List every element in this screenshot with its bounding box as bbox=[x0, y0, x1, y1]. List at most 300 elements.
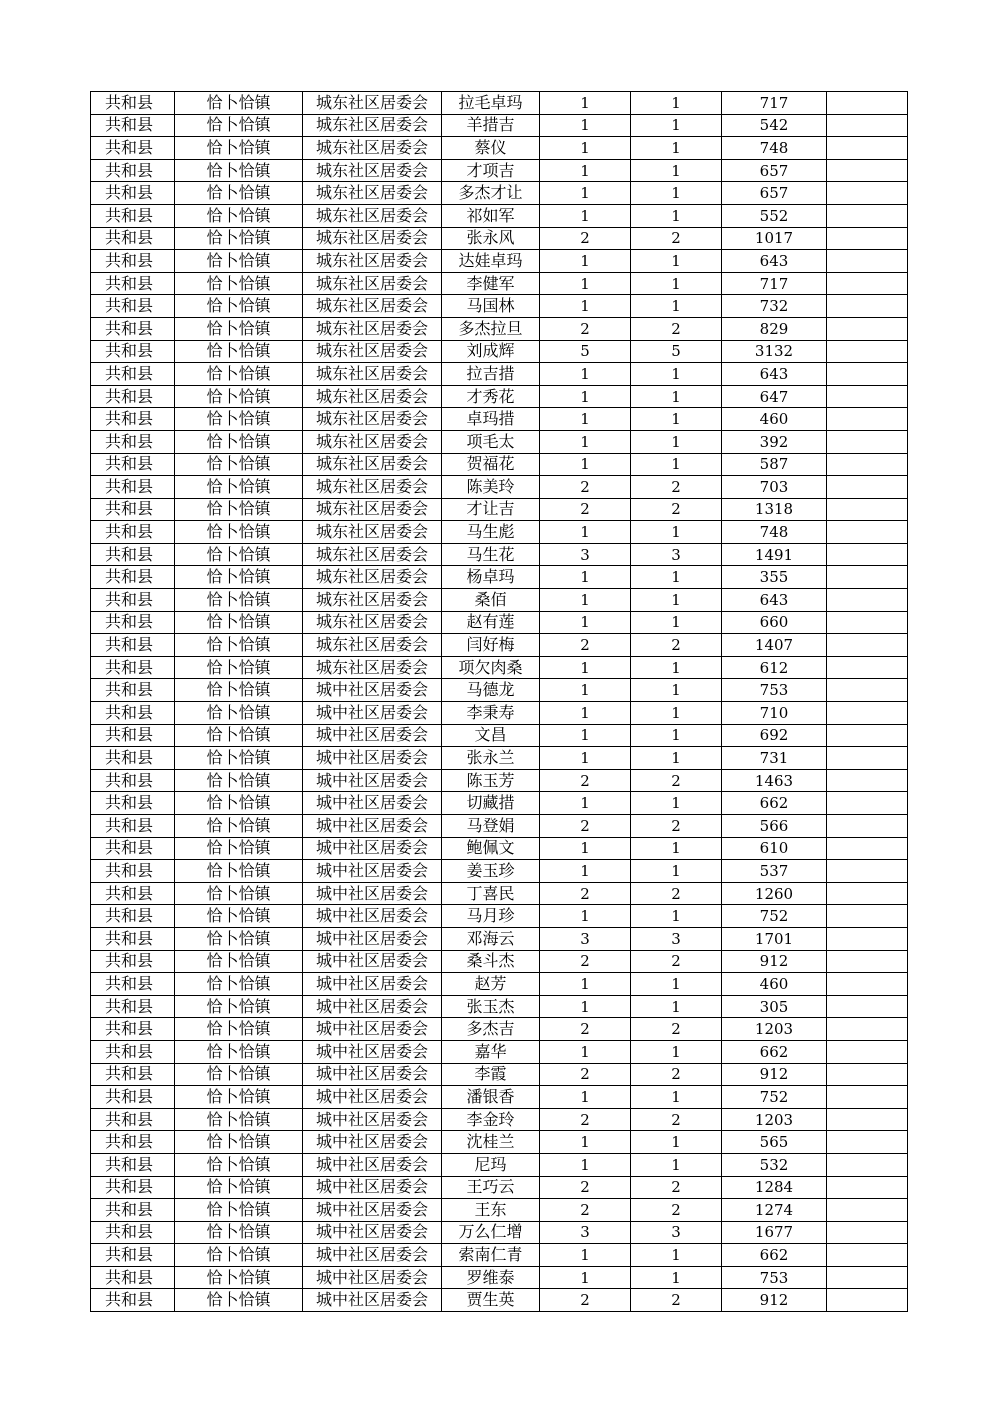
county-cell: 共和县 bbox=[91, 1018, 175, 1041]
remark-cell bbox=[827, 430, 908, 453]
community-cell: 城东社区居委会 bbox=[303, 137, 442, 160]
community-cell: 城中社区居委会 bbox=[303, 1221, 442, 1244]
county-cell: 共和县 bbox=[91, 1244, 175, 1267]
household-count-cell: 1 bbox=[540, 860, 631, 883]
county-cell: 共和县 bbox=[91, 995, 175, 1018]
household-count-cell: 1 bbox=[540, 137, 631, 160]
county-cell: 共和县 bbox=[91, 543, 175, 566]
amount-cell: 1318 bbox=[722, 498, 827, 521]
name-cell: 多杰拉旦 bbox=[442, 317, 540, 340]
remark-cell bbox=[827, 973, 908, 996]
household-count-cell: 1 bbox=[540, 656, 631, 679]
person-count-cell: 1 bbox=[631, 385, 722, 408]
household-count-cell: 1 bbox=[540, 1153, 631, 1176]
person-count-cell: 1 bbox=[631, 1040, 722, 1063]
remark-cell bbox=[827, 476, 908, 499]
name-cell: 张永风 bbox=[442, 227, 540, 250]
remark-cell bbox=[827, 905, 908, 928]
community-cell: 城中社区居委会 bbox=[303, 1199, 442, 1222]
community-cell: 城东社区居委会 bbox=[303, 227, 442, 250]
person-count-cell: 1 bbox=[631, 702, 722, 725]
name-cell: 马登娟 bbox=[442, 815, 540, 838]
remark-cell bbox=[827, 204, 908, 227]
amount-cell: 565 bbox=[722, 1131, 827, 1154]
town-cell: 恰卜恰镇 bbox=[175, 227, 303, 250]
remark-cell bbox=[827, 295, 908, 318]
county-cell: 共和县 bbox=[91, 453, 175, 476]
table-row bbox=[91, 363, 908, 386]
name-cell: 陈玉芳 bbox=[442, 769, 540, 792]
amount-cell: 1407 bbox=[722, 634, 827, 657]
town-cell: 恰卜恰镇 bbox=[175, 453, 303, 476]
county-cell: 共和县 bbox=[91, 272, 175, 295]
amount-cell: 657 bbox=[722, 159, 827, 182]
county-cell: 共和县 bbox=[91, 1086, 175, 1109]
name-cell: 贾生英 bbox=[442, 1289, 540, 1312]
county-cell: 共和县 bbox=[91, 837, 175, 860]
person-count-cell: 1 bbox=[631, 973, 722, 996]
remark-cell bbox=[827, 114, 908, 137]
person-count-cell: 1 bbox=[631, 747, 722, 770]
person-count-cell: 2 bbox=[631, 476, 722, 499]
town-cell: 恰卜恰镇 bbox=[175, 1199, 303, 1222]
remark-cell bbox=[827, 92, 908, 115]
household-count-cell: 2 bbox=[540, 634, 631, 657]
name-cell: 索南仁青 bbox=[442, 1244, 540, 1267]
town-cell: 恰卜恰镇 bbox=[175, 1266, 303, 1289]
person-count-cell: 2 bbox=[631, 815, 722, 838]
amount-cell: 587 bbox=[722, 453, 827, 476]
town-cell: 恰卜恰镇 bbox=[175, 114, 303, 137]
community-cell: 城中社区居委会 bbox=[303, 724, 442, 747]
name-cell: 卓玛措 bbox=[442, 408, 540, 431]
town-cell: 恰卜恰镇 bbox=[175, 927, 303, 950]
name-cell: 桑佰 bbox=[442, 589, 540, 612]
amount-cell: 542 bbox=[722, 114, 827, 137]
household-count-cell: 1 bbox=[540, 747, 631, 770]
person-count-cell: 1 bbox=[631, 792, 722, 815]
town-cell: 恰卜恰镇 bbox=[175, 792, 303, 815]
county-cell: 共和县 bbox=[91, 927, 175, 950]
remark-cell bbox=[827, 950, 908, 973]
household-count-cell: 1 bbox=[540, 521, 631, 544]
county-cell: 共和县 bbox=[91, 92, 175, 115]
amount-cell: 647 bbox=[722, 385, 827, 408]
household-count-cell: 1 bbox=[540, 837, 631, 860]
county-cell: 共和县 bbox=[91, 340, 175, 363]
county-cell: 共和县 bbox=[91, 792, 175, 815]
amount-cell: 392 bbox=[722, 430, 827, 453]
county-cell: 共和县 bbox=[91, 114, 175, 137]
town-cell: 恰卜恰镇 bbox=[175, 724, 303, 747]
table-row bbox=[91, 92, 908, 115]
person-count-cell: 1 bbox=[631, 611, 722, 634]
community-cell: 城中社区居委会 bbox=[303, 1244, 442, 1267]
remark-cell bbox=[827, 589, 908, 612]
name-cell: 切藏措 bbox=[442, 792, 540, 815]
town-cell: 恰卜恰镇 bbox=[175, 973, 303, 996]
name-cell: 沈桂兰 bbox=[442, 1131, 540, 1154]
county-cell: 共和县 bbox=[91, 882, 175, 905]
table-row bbox=[91, 408, 908, 431]
person-count-cell: 1 bbox=[631, 430, 722, 453]
name-cell: 马国林 bbox=[442, 295, 540, 318]
table-row bbox=[91, 769, 908, 792]
table-row bbox=[91, 950, 908, 973]
name-cell: 拉毛卓玛 bbox=[442, 92, 540, 115]
amount-cell: 460 bbox=[722, 973, 827, 996]
town-cell: 恰卜恰镇 bbox=[175, 747, 303, 770]
remark-cell bbox=[827, 453, 908, 476]
county-cell: 共和县 bbox=[91, 634, 175, 657]
town-cell: 恰卜恰镇 bbox=[175, 950, 303, 973]
town-cell: 恰卜恰镇 bbox=[175, 137, 303, 160]
amount-cell: 1284 bbox=[722, 1176, 827, 1199]
town-cell: 恰卜恰镇 bbox=[175, 611, 303, 634]
name-cell: 拉吉措 bbox=[442, 363, 540, 386]
amount-cell: 1274 bbox=[722, 1199, 827, 1222]
table-row bbox=[91, 521, 908, 544]
person-count-cell: 1 bbox=[631, 1266, 722, 1289]
name-cell: 张玉杰 bbox=[442, 995, 540, 1018]
household-count-cell: 1 bbox=[540, 702, 631, 725]
town-cell: 恰卜恰镇 bbox=[175, 272, 303, 295]
community-cell: 城东社区居委会 bbox=[303, 589, 442, 612]
remark-cell bbox=[827, 702, 908, 725]
town-cell: 恰卜恰镇 bbox=[175, 182, 303, 205]
name-cell: 王东 bbox=[442, 1199, 540, 1222]
table-row bbox=[91, 1086, 908, 1109]
community-cell: 城东社区居委会 bbox=[303, 159, 442, 182]
name-cell: 项毛太 bbox=[442, 430, 540, 453]
community-cell: 城中社区居委会 bbox=[303, 1063, 442, 1086]
community-cell: 城中社区居委会 bbox=[303, 1018, 442, 1041]
amount-cell: 643 bbox=[722, 589, 827, 612]
person-count-cell: 2 bbox=[631, 950, 722, 973]
table-row bbox=[91, 453, 908, 476]
remark-cell bbox=[827, 498, 908, 521]
town-cell: 恰卜恰镇 bbox=[175, 702, 303, 725]
community-cell: 城东社区居委会 bbox=[303, 498, 442, 521]
amount-cell: 912 bbox=[722, 1289, 827, 1312]
household-count-cell: 2 bbox=[540, 1018, 631, 1041]
amount-cell: 748 bbox=[722, 137, 827, 160]
household-count-cell: 1 bbox=[540, 204, 631, 227]
name-cell: 马德龙 bbox=[442, 679, 540, 702]
amount-cell: 692 bbox=[722, 724, 827, 747]
town-cell: 恰卜恰镇 bbox=[175, 363, 303, 386]
table-row bbox=[91, 114, 908, 137]
remark-cell bbox=[827, 995, 908, 1018]
county-cell: 共和县 bbox=[91, 1131, 175, 1154]
town-cell: 恰卜恰镇 bbox=[175, 656, 303, 679]
household-count-cell: 1 bbox=[540, 1244, 631, 1267]
amount-cell: 532 bbox=[722, 1153, 827, 1176]
county-cell: 共和县 bbox=[91, 724, 175, 747]
name-cell: 李健军 bbox=[442, 272, 540, 295]
person-count-cell: 1 bbox=[631, 837, 722, 860]
name-cell: 文昌 bbox=[442, 724, 540, 747]
name-cell: 李霞 bbox=[442, 1063, 540, 1086]
household-count-cell: 1 bbox=[540, 182, 631, 205]
household-count-cell: 1 bbox=[540, 995, 631, 1018]
name-cell: 陈美玲 bbox=[442, 476, 540, 499]
household-count-cell: 2 bbox=[540, 815, 631, 838]
table-row bbox=[91, 792, 908, 815]
household-count-cell: 1 bbox=[540, 792, 631, 815]
person-count-cell: 1 bbox=[631, 566, 722, 589]
town-cell: 恰卜恰镇 bbox=[175, 860, 303, 883]
table-row bbox=[91, 543, 908, 566]
name-cell: 马生彪 bbox=[442, 521, 540, 544]
remark-cell bbox=[827, 1176, 908, 1199]
county-cell: 共和县 bbox=[91, 702, 175, 725]
remark-cell bbox=[827, 1153, 908, 1176]
amount-cell: 1701 bbox=[722, 927, 827, 950]
remark-cell bbox=[827, 317, 908, 340]
remark-cell bbox=[827, 385, 908, 408]
table-row bbox=[91, 272, 908, 295]
name-cell: 闫好梅 bbox=[442, 634, 540, 657]
community-cell: 城东社区居委会 bbox=[303, 430, 442, 453]
household-count-cell: 1 bbox=[540, 453, 631, 476]
county-cell: 共和县 bbox=[91, 430, 175, 453]
county-cell: 共和县 bbox=[91, 815, 175, 838]
name-cell: 万么仁增 bbox=[442, 1221, 540, 1244]
table-row bbox=[91, 589, 908, 612]
amount-cell: 829 bbox=[722, 317, 827, 340]
table-row bbox=[91, 1153, 908, 1176]
amount-cell: 566 bbox=[722, 815, 827, 838]
town-cell: 恰卜恰镇 bbox=[175, 543, 303, 566]
amount-cell: 3132 bbox=[722, 340, 827, 363]
county-cell: 共和县 bbox=[91, 1221, 175, 1244]
person-count-cell: 1 bbox=[631, 1086, 722, 1109]
household-count-cell: 1 bbox=[540, 295, 631, 318]
person-count-cell: 1 bbox=[631, 1153, 722, 1176]
household-count-cell: 3 bbox=[540, 927, 631, 950]
household-count-cell: 1 bbox=[540, 408, 631, 431]
name-cell: 祁如军 bbox=[442, 204, 540, 227]
town-cell: 恰卜恰镇 bbox=[175, 1063, 303, 1086]
amount-cell: 912 bbox=[722, 1063, 827, 1086]
person-count-cell: 1 bbox=[631, 724, 722, 747]
person-count-cell: 2 bbox=[631, 882, 722, 905]
community-cell: 城东社区居委会 bbox=[303, 363, 442, 386]
county-cell: 共和县 bbox=[91, 1108, 175, 1131]
table-row bbox=[91, 430, 908, 453]
town-cell: 恰卜恰镇 bbox=[175, 1176, 303, 1199]
household-count-cell: 1 bbox=[540, 679, 631, 702]
table-row bbox=[91, 227, 908, 250]
remark-cell bbox=[827, 882, 908, 905]
household-count-cell: 2 bbox=[540, 769, 631, 792]
county-cell: 共和县 bbox=[91, 1153, 175, 1176]
community-cell: 城中社区居委会 bbox=[303, 1040, 442, 1063]
town-cell: 恰卜恰镇 bbox=[175, 340, 303, 363]
table-row bbox=[91, 1040, 908, 1063]
household-count-cell: 2 bbox=[540, 1063, 631, 1086]
remark-cell bbox=[827, 792, 908, 815]
town-cell: 恰卜恰镇 bbox=[175, 905, 303, 928]
town-cell: 恰卜恰镇 bbox=[175, 589, 303, 612]
table-row bbox=[91, 1289, 908, 1312]
person-count-cell: 1 bbox=[631, 1131, 722, 1154]
community-cell: 城中社区居委会 bbox=[303, 995, 442, 1018]
household-count-cell: 1 bbox=[540, 1086, 631, 1109]
person-count-cell: 2 bbox=[631, 1108, 722, 1131]
amount-cell: 752 bbox=[722, 905, 827, 928]
table-row bbox=[91, 476, 908, 499]
table-row bbox=[91, 1221, 908, 1244]
town-cell: 恰卜恰镇 bbox=[175, 430, 303, 453]
county-cell: 共和县 bbox=[91, 204, 175, 227]
county-cell: 共和县 bbox=[91, 137, 175, 160]
county-cell: 共和县 bbox=[91, 905, 175, 928]
amount-cell: 912 bbox=[722, 950, 827, 973]
community-cell: 城中社区居委会 bbox=[303, 1086, 442, 1109]
person-count-cell: 2 bbox=[631, 1289, 722, 1312]
household-count-cell: 1 bbox=[540, 430, 631, 453]
community-cell: 城东社区居委会 bbox=[303, 453, 442, 476]
county-cell: 共和县 bbox=[91, 227, 175, 250]
person-count-cell: 1 bbox=[631, 679, 722, 702]
remark-cell bbox=[827, 815, 908, 838]
person-count-cell: 1 bbox=[631, 1244, 722, 1267]
community-cell: 城中社区居委会 bbox=[303, 1108, 442, 1131]
person-count-cell: 2 bbox=[631, 1018, 722, 1041]
amount-cell: 731 bbox=[722, 747, 827, 770]
community-cell: 城东社区居委会 bbox=[303, 182, 442, 205]
amount-cell: 662 bbox=[722, 792, 827, 815]
table-row bbox=[91, 611, 908, 634]
town-cell: 恰卜恰镇 bbox=[175, 204, 303, 227]
person-count-cell: 1 bbox=[631, 408, 722, 431]
community-cell: 城中社区居委会 bbox=[303, 837, 442, 860]
community-cell: 城东社区居委会 bbox=[303, 295, 442, 318]
amount-cell: 460 bbox=[722, 408, 827, 431]
remark-cell bbox=[827, 1266, 908, 1289]
remark-cell bbox=[827, 769, 908, 792]
remark-cell bbox=[827, 724, 908, 747]
community-cell: 城东社区居委会 bbox=[303, 521, 442, 544]
town-cell: 恰卜恰镇 bbox=[175, 498, 303, 521]
person-count-cell: 1 bbox=[631, 272, 722, 295]
name-cell: 贺福花 bbox=[442, 453, 540, 476]
community-cell: 城中社区居委会 bbox=[303, 1153, 442, 1176]
household-count-cell: 2 bbox=[540, 498, 631, 521]
household-count-cell: 1 bbox=[540, 385, 631, 408]
amount-cell: 753 bbox=[722, 1266, 827, 1289]
household-count-cell: 1 bbox=[540, 1266, 631, 1289]
county-cell: 共和县 bbox=[91, 656, 175, 679]
amount-cell: 732 bbox=[722, 295, 827, 318]
name-cell: 才让吉 bbox=[442, 498, 540, 521]
household-count-cell: 1 bbox=[540, 611, 631, 634]
name-cell: 多杰吉 bbox=[442, 1018, 540, 1041]
remark-cell bbox=[827, 927, 908, 950]
county-cell: 共和县 bbox=[91, 182, 175, 205]
table-row bbox=[91, 1199, 908, 1222]
person-count-cell: 3 bbox=[631, 927, 722, 950]
table-row bbox=[91, 815, 908, 838]
amount-cell: 305 bbox=[722, 995, 827, 1018]
table-row bbox=[91, 860, 908, 883]
town-cell: 恰卜恰镇 bbox=[175, 408, 303, 431]
name-cell: 项欠肉桑 bbox=[442, 656, 540, 679]
table-row bbox=[91, 204, 908, 227]
name-cell: 邓海云 bbox=[442, 927, 540, 950]
amount-cell: 1260 bbox=[722, 882, 827, 905]
county-cell: 共和县 bbox=[91, 566, 175, 589]
community-cell: 城中社区居委会 bbox=[303, 950, 442, 973]
remark-cell bbox=[827, 679, 908, 702]
name-cell: 蔡仪 bbox=[442, 137, 540, 160]
name-cell: 姜玉珍 bbox=[442, 860, 540, 883]
name-cell: 桑斗杰 bbox=[442, 950, 540, 973]
amount-cell: 717 bbox=[722, 92, 827, 115]
amount-cell: 657 bbox=[722, 182, 827, 205]
table-row bbox=[91, 702, 908, 725]
town-cell: 恰卜恰镇 bbox=[175, 995, 303, 1018]
table-row bbox=[91, 724, 908, 747]
amount-cell: 662 bbox=[722, 1244, 827, 1267]
remark-cell bbox=[827, 227, 908, 250]
amount-cell: 748 bbox=[722, 521, 827, 544]
county-cell: 共和县 bbox=[91, 860, 175, 883]
household-count-cell: 3 bbox=[540, 543, 631, 566]
person-count-cell: 1 bbox=[631, 159, 722, 182]
town-cell: 恰卜恰镇 bbox=[175, 566, 303, 589]
person-count-cell: 1 bbox=[631, 453, 722, 476]
town-cell: 恰卜恰镇 bbox=[175, 837, 303, 860]
person-count-cell: 2 bbox=[631, 634, 722, 657]
person-count-cell: 1 bbox=[631, 905, 722, 928]
remark-cell bbox=[827, 1289, 908, 1312]
household-count-cell: 2 bbox=[540, 1108, 631, 1131]
community-cell: 城东社区居委会 bbox=[303, 634, 442, 657]
remark-cell bbox=[827, 340, 908, 363]
household-count-cell: 2 bbox=[540, 227, 631, 250]
remark-cell bbox=[827, 272, 908, 295]
county-cell: 共和县 bbox=[91, 1289, 175, 1312]
person-count-cell: 1 bbox=[631, 204, 722, 227]
remark-cell bbox=[827, 1108, 908, 1131]
household-count-cell: 1 bbox=[540, 250, 631, 273]
county-cell: 共和县 bbox=[91, 950, 175, 973]
community-cell: 城中社区居委会 bbox=[303, 679, 442, 702]
table-row bbox=[91, 656, 908, 679]
community-cell: 城东社区居委会 bbox=[303, 566, 442, 589]
county-cell: 共和县 bbox=[91, 317, 175, 340]
person-count-cell: 1 bbox=[631, 363, 722, 386]
community-cell: 城中社区居委会 bbox=[303, 702, 442, 725]
household-count-cell: 2 bbox=[540, 950, 631, 973]
person-count-cell: 2 bbox=[631, 317, 722, 340]
county-cell: 共和县 bbox=[91, 408, 175, 431]
community-cell: 城东社区居委会 bbox=[303, 656, 442, 679]
community-cell: 城中社区居委会 bbox=[303, 1289, 442, 1312]
table-row bbox=[91, 905, 908, 928]
remark-cell bbox=[827, 1018, 908, 1041]
amount-cell: 643 bbox=[722, 250, 827, 273]
table-row bbox=[91, 1176, 908, 1199]
town-cell: 恰卜恰镇 bbox=[175, 521, 303, 544]
name-cell: 杨卓玛 bbox=[442, 566, 540, 589]
household-count-cell: 2 bbox=[540, 1199, 631, 1222]
amount-cell: 1017 bbox=[722, 227, 827, 250]
town-cell: 恰卜恰镇 bbox=[175, 1018, 303, 1041]
